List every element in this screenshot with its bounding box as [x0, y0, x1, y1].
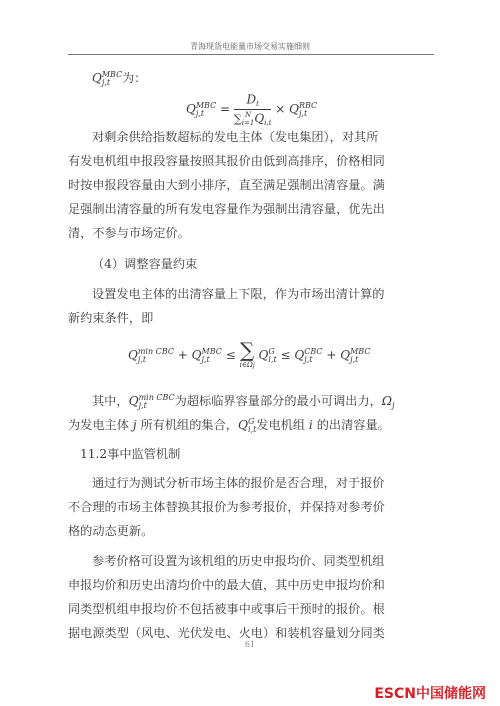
paragraph-5-line-1: 参考价格可设置为该机组的历史申报均价、同类型机组 — [92, 554, 385, 568]
paragraph-2-line-2: 新约束条件，即 — [68, 311, 154, 325]
intro-line: Q MBC j,t 为： — [92, 69, 147, 87]
escn-logo: ESCN中国储能网 — [374, 686, 486, 702]
page-header: 青海现货电能量市场交易实施细则 — [190, 42, 310, 51]
equation-constraint: Q min CBC j,t + Q MBC j,t ≤ ∑ i∈Ωj Q G i,t ≤ Q CBC j,t + Q MBC j,t — [128, 338, 371, 369]
section-heading: 11.2事中监管机制 — [80, 447, 181, 461]
paragraph-5-line-3: 同类型机组申报均价不包括被事中或事后干预时的报价。根 — [68, 602, 385, 616]
paragraph-4-line-2: 不合理的市场主体替换其报价为参考报价，并保持对参考价 — [68, 500, 385, 514]
page-number: 61 — [244, 640, 256, 649]
paragraph-5-line-2: 申报均价和历史出清均价中的最大值，其中历史申报均价和 — [68, 578, 385, 592]
header-rule — [68, 54, 434, 55]
paragraph-1-line-3: 时按申报段容量由大到小排序，直至满足强制出清容量。满 — [68, 178, 385, 192]
paragraph-4-line-1: 通过行为测试分析市场主体的报价是否合理，对于报价 — [92, 476, 385, 490]
equation-mbc: Q MBC j,t = D t ∑ N i=1 Q i,t × Q RBC j,t — [186, 92, 318, 127]
paragraph-4-line-3: 格的动态更新。 — [68, 524, 154, 538]
summation: ∑ i∈Ωj — [239, 338, 255, 369]
paragraph-1-line-4: 足强制出清容量的所有发电容量作为强制出清容量，优先出 — [68, 202, 385, 216]
paragraph-2-line-1: 设置发电主体的出清容量上下限，作为市场出清计算的 — [92, 287, 385, 301]
paragraph-1-line-2: 有发电机组申报段容量按照其报价由低到高排序，价格相同 — [68, 154, 385, 168]
subheading-4: （4）调整容量约束 — [92, 257, 198, 271]
paragraph-3-line-2: 为发电主体 j 所有机组的集合，Q G i,t 发电机组 i 的出清容量。 — [68, 416, 390, 434]
paragraph-1-line-5: 清，不参与市场定价。 — [68, 226, 190, 240]
fraction: D t ∑ N i=1 Q i,t — [233, 92, 272, 127]
paragraph-5-line-4: 据电源类型（风电、光伏发电、火电）和装机容量划分同类 — [68, 626, 385, 640]
paragraph-1-line-1: 对剩余供给指数超标的发电主体（发电集团），对其所 — [92, 130, 379, 144]
paragraph-3-line-1: 其中，Q min CBC j,t 为超标临界容量部分的最小可调出力，Ω j — [92, 392, 395, 410]
